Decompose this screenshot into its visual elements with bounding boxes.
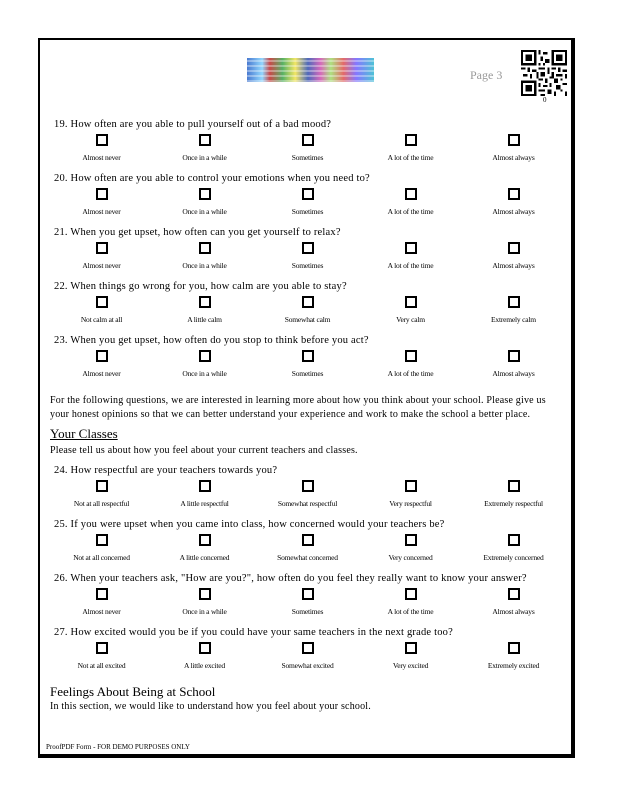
radio-checkbox-icon[interactable] [405, 534, 417, 546]
answer-option[interactable] [153, 348, 256, 388]
radio-checkbox-icon[interactable] [96, 296, 108, 308]
answer-option[interactable] [462, 240, 565, 280]
answer-option-label: Sometimes [291, 261, 324, 270]
answer-option-label: Not at all respectful [73, 499, 130, 508]
answer-option-label: A lot of the time [387, 261, 434, 270]
answer-option[interactable] [462, 586, 565, 626]
answer-option-label: Almost always [492, 369, 535, 378]
answer-options [50, 478, 565, 518]
radio-checkbox-icon[interactable] [302, 188, 314, 200]
answer-option-label: Once in a while [182, 261, 227, 270]
answer-option[interactable] [256, 348, 359, 388]
answer-option-label: A lot of the time [387, 207, 434, 216]
answer-options [50, 532, 565, 572]
radio-checkbox-icon[interactable] [96, 134, 108, 146]
radio-checkbox-icon[interactable] [96, 534, 108, 546]
answer-option[interactable] [256, 586, 359, 626]
answer-option[interactable] [50, 640, 153, 680]
answer-option-label: Sometimes [291, 153, 324, 162]
radio-checkbox-icon[interactable] [405, 480, 417, 492]
answer-option[interactable] [256, 532, 359, 572]
page-number: Page 3 [470, 68, 503, 82]
answer-option-label: Somewhat concerned [277, 553, 338, 562]
radio-checkbox-icon[interactable] [199, 134, 211, 146]
question-text: 22. When things go wrong for you, how calm are you able to stay? [54, 281, 347, 292]
answer-option-label: Sometimes [291, 607, 324, 616]
answer-option[interactable] [50, 294, 153, 334]
answer-options [50, 640, 565, 680]
answer-option[interactable] [153, 294, 256, 334]
answer-option[interactable] [359, 240, 462, 280]
answer-options [50, 132, 565, 172]
answer-option-label: Extremely concerned [483, 553, 544, 562]
answer-option-label: Once in a while [182, 207, 227, 216]
answer-option[interactable] [462, 532, 565, 572]
question-text: 19. How often are you able to pull yourself out of a bad mood? [54, 119, 332, 130]
answer-option-label: Extremely calm [491, 315, 536, 324]
radio-checkbox-icon[interactable] [405, 242, 417, 254]
radio-checkbox-icon[interactable] [199, 242, 211, 254]
answer-option-label: Not at all concerned [73, 553, 130, 562]
answer-option-label: Very respectful [389, 499, 432, 508]
footer-note: ProofPDF Form - FOR DEMO PURPOSES ONLY [46, 743, 190, 751]
answer-option[interactable] [50, 478, 153, 518]
radio-checkbox-icon[interactable] [96, 242, 108, 254]
answer-option-label: Somewhat calm [284, 315, 331, 324]
radio-checkbox-icon[interactable] [199, 188, 211, 200]
radio-checkbox-icon[interactable] [508, 134, 520, 146]
answer-option[interactable] [256, 240, 359, 280]
answer-option-label: A lot of the time [387, 153, 434, 162]
radio-checkbox-icon[interactable] [199, 534, 211, 546]
survey-content [50, 118, 565, 716]
answer-option[interactable] [462, 348, 565, 388]
answer-option-label: Almost always [492, 261, 535, 270]
question-text: 20. How often are you able to control your emotions when you need to? [54, 173, 370, 184]
radio-checkbox-icon[interactable] [508, 242, 520, 254]
answer-options [50, 586, 565, 626]
radio-checkbox-icon[interactable] [199, 350, 211, 362]
radio-checkbox-icon[interactable] [302, 642, 314, 654]
question-text: 24. How respectful are your teachers towards you? [54, 465, 278, 476]
question-text: 25. If you were upset when you came into class, how concerned would your teachers be? [54, 519, 445, 530]
answer-option[interactable] [462, 294, 565, 334]
answer-option-label: A lot of the time [387, 607, 434, 616]
answer-option[interactable] [50, 348, 153, 388]
answer-option-label: Somewhat excited [281, 661, 334, 670]
radio-checkbox-icon[interactable] [199, 642, 211, 654]
radio-checkbox-icon[interactable] [199, 480, 211, 492]
question-text: 23. When you get upset, how often do you stop to think before you act? [54, 335, 369, 346]
radio-checkbox-icon[interactable] [508, 642, 520, 654]
radio-checkbox-icon[interactable] [302, 534, 314, 546]
answer-option-label: A little concerned [179, 553, 230, 562]
answer-option[interactable] [359, 294, 462, 334]
answer-option-label: Very calm [396, 315, 425, 324]
answer-option-label: A little calm [187, 315, 222, 324]
radio-checkbox-icon[interactable] [96, 188, 108, 200]
radio-checkbox-icon[interactable] [199, 296, 211, 308]
radio-checkbox-icon[interactable] [96, 642, 108, 654]
answer-option-label: Almost never [82, 153, 121, 162]
radio-checkbox-icon[interactable] [508, 588, 520, 600]
answer-option[interactable] [153, 532, 256, 572]
question-text: 26. When your teachers ask, "How are you?", how often do you feel they really want to know your answer? [54, 573, 527, 584]
answer-option[interactable] [50, 586, 153, 626]
radio-checkbox-icon[interactable] [405, 188, 417, 200]
section-subtitle-feelings: In this section, we would like to understand how you feel about your school. [50, 701, 371, 712]
answer-option[interactable] [359, 532, 462, 572]
question-text: 27. How excited would you be if you could have your same teachers in the next grade too? [54, 627, 453, 638]
answer-option[interactable] [153, 640, 256, 680]
answer-option[interactable] [256, 132, 359, 172]
radio-checkbox-icon[interactable] [508, 534, 520, 546]
answer-option-label: A little excited [184, 661, 225, 670]
answer-option[interactable] [153, 186, 256, 226]
answer-option[interactable] [462, 640, 565, 680]
answer-option-label: Almost always [492, 207, 535, 216]
radio-checkbox-icon[interactable] [302, 242, 314, 254]
answer-option[interactable] [50, 240, 153, 280]
radio-checkbox-icon[interactable] [302, 134, 314, 146]
radio-checkbox-icon[interactable] [405, 588, 417, 600]
answer-option-label: A lot of the time [387, 369, 434, 378]
radio-checkbox-icon[interactable] [96, 588, 108, 600]
answer-option[interactable] [462, 478, 565, 518]
survey-page [38, 38, 575, 758]
answer-option-label: Once in a while [182, 369, 227, 378]
answer-option-label: Almost always [492, 607, 535, 616]
answer-options [50, 240, 565, 280]
radio-checkbox-icon[interactable] [96, 480, 108, 492]
answer-option[interactable] [153, 132, 256, 172]
answer-option[interactable] [462, 132, 565, 172]
radio-checkbox-icon[interactable] [405, 296, 417, 308]
answer-option-label: Somewhat respectful [277, 499, 338, 508]
answer-option[interactable] [359, 186, 462, 226]
answer-option[interactable] [153, 586, 256, 626]
radio-checkbox-icon[interactable] [508, 350, 520, 362]
answer-option[interactable] [359, 348, 462, 388]
answer-option-label: Very excited [392, 661, 429, 670]
radio-checkbox-icon[interactable] [96, 350, 108, 362]
radio-checkbox-icon[interactable] [302, 588, 314, 600]
radio-checkbox-icon[interactable] [405, 350, 417, 362]
answer-option[interactable] [462, 186, 565, 226]
section-heading-your-classes: Your Classes [50, 426, 118, 441]
school-logo [247, 58, 374, 82]
answer-options [50, 348, 565, 388]
answer-option-label: Extremely respectful [484, 499, 543, 508]
radio-checkbox-icon[interactable] [302, 296, 314, 308]
radio-checkbox-icon[interactable] [302, 350, 314, 362]
answer-option-label: Sometimes [291, 369, 324, 378]
answer-option[interactable] [256, 186, 359, 226]
answer-options [50, 294, 565, 334]
answer-option-label: Once in a while [182, 607, 227, 616]
radio-checkbox-icon[interactable] [508, 480, 520, 492]
answer-option-label: Almost never [82, 207, 121, 216]
answer-option[interactable] [50, 186, 153, 226]
radio-checkbox-icon[interactable] [405, 642, 417, 654]
intro-paragraph: For the following questions, we are interested in learning more about how you think about your school. Please give us your honest opinions so that we can better understand your experience and work to make the school a better place. [50, 395, 546, 420]
answer-option-label: Extremely excited [487, 661, 540, 670]
answer-option[interactable] [153, 478, 256, 518]
answer-option[interactable] [50, 532, 153, 572]
answer-option[interactable] [256, 294, 359, 334]
answer-options [50, 186, 565, 226]
answer-option[interactable] [153, 240, 256, 280]
answer-option-label: A little respectful [180, 499, 229, 508]
answer-option-label: Almost never [82, 369, 121, 378]
answer-option-label: Almost never [82, 261, 121, 270]
answer-option[interactable] [256, 640, 359, 680]
radio-checkbox-icon[interactable] [405, 134, 417, 146]
answer-option[interactable] [359, 478, 462, 518]
answer-option-label: Almost never [82, 607, 121, 616]
question-group-classes [50, 464, 565, 680]
qr-caption: 0 [543, 96, 547, 104]
answer-option[interactable] [359, 132, 462, 172]
radio-checkbox-icon[interactable] [508, 296, 520, 308]
section-heading-feelings: Feelings About Being at School [50, 684, 216, 699]
answer-option[interactable] [50, 132, 153, 172]
answer-option[interactable] [256, 478, 359, 518]
answer-option-label: Not calm at all [80, 315, 123, 324]
answer-option-label: Not at all excited [77, 661, 126, 670]
section-subtitle-your-classes: Please tell us about how you feel about your current teachers and classes. [50, 445, 358, 456]
radio-checkbox-icon[interactable] [199, 588, 211, 600]
answer-option-label: Very concerned [388, 553, 433, 562]
radio-checkbox-icon[interactable] [302, 480, 314, 492]
answer-option-label: Sometimes [291, 207, 324, 216]
answer-option-label: Almost always [492, 153, 535, 162]
answer-option-label: Once in a while [182, 153, 227, 162]
qr-code-icon [521, 50, 567, 96]
radio-checkbox-icon[interactable] [508, 188, 520, 200]
answer-option[interactable] [359, 640, 462, 680]
question-group-wellbeing [50, 118, 565, 388]
question-text: 21. When you get upset, how often can you get yourself to relax? [54, 227, 341, 238]
answer-option[interactable] [359, 586, 462, 626]
